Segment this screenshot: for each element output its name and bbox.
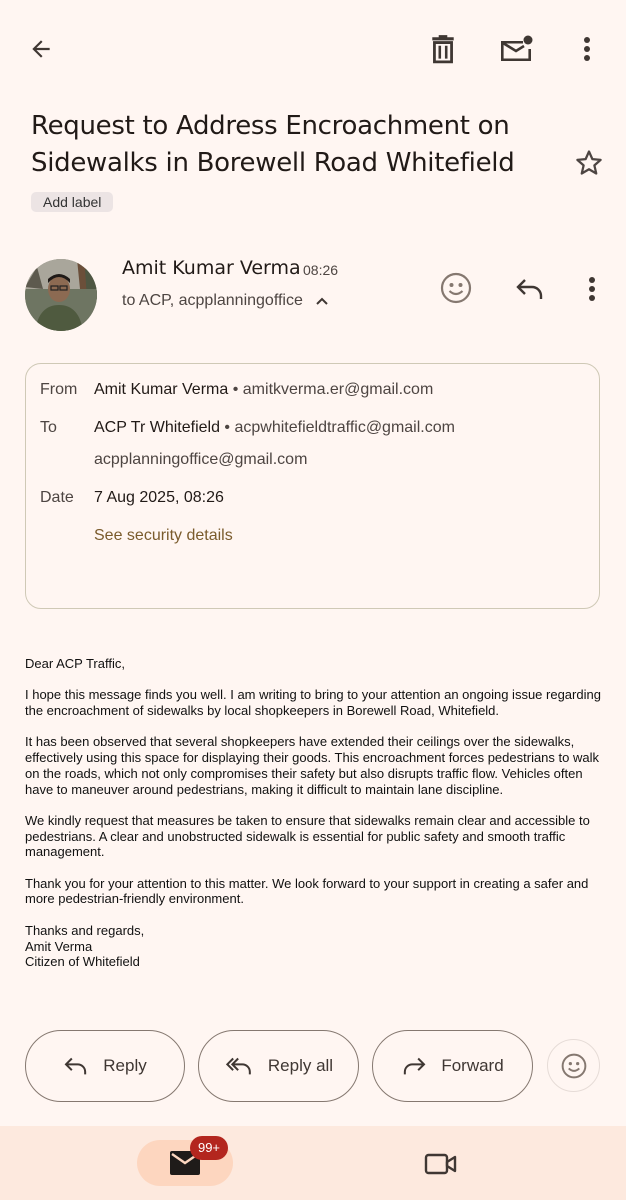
body-paragraph-4: Thank you for your attention to this matter. We look forward to your support in creating a safer and more pedestrian-friendly environment. [25,875,589,907]
body-closing: Thanks and regards, [25,922,145,938]
sender-name[interactable]: Amit Kumar Verma [122,257,301,279]
add-reaction-button[interactable] [436,268,476,308]
add-label-chip[interactable]: Add label [31,192,113,212]
from-name: Amit Kumar Verma [94,381,229,398]
from-label: From [40,381,78,398]
message-details-card [25,363,600,609]
chevron-up-icon [315,296,329,306]
message-more-button[interactable] [576,270,608,308]
more-options-button[interactable] [570,30,604,68]
mark-unread-button[interactable] [496,30,536,68]
delete-button[interactable] [424,30,462,68]
emoji-icon [440,272,472,304]
body-paragraph-1: I hope this message finds you well. I am writing to bring to your attention an ongoing issue regarding the encroachment of sidewalks by local shopkeepers in Borewell Road, Whitefield. [25,687,601,719]
reply-all-button[interactable] [198,1030,359,1102]
bottom-navigation [0,1126,626,1200]
to-value[interactable] [94,419,455,437]
sent-time: 08:26 [303,262,339,278]
star-icon [574,148,604,178]
reply-all-icon [224,1056,254,1076]
email-body [25,656,610,970]
recipients-summary[interactable] [122,292,329,310]
reply-icon-button[interactable] [510,270,550,308]
reply-all-label: Reply all [267,1056,334,1075]
emoji-icon [561,1053,587,1079]
body-greeting: Dear ACP Traffic, [25,656,125,671]
mail-unread-icon [499,35,533,63]
trash-icon [430,34,456,64]
forward-label: Forward [441,1056,504,1075]
signature-title: Citizen of Whitefield [25,954,140,970]
reply-button[interactable] [25,1030,185,1102]
sender-photo [25,259,97,331]
to-email: acpwhitefieldtraffic@gmail.com [234,419,455,436]
forward-icon [401,1056,427,1076]
security-details-link[interactable]: See security details [94,527,233,544]
add-emoji-reaction-button[interactable] [547,1039,600,1092]
body-paragraph-2: It has been observed that several shopkeepers have extended their ceilings over the sidewalks, effectively using this space for displaying their goods. This encroachment forces pedestrians to walk on the roads, which not only compromises their safety but also disrupts traffic flow. Vehicles often have to maneuver around pedestrians, making it difficult to maintain lane discipline. [25,734,599,797]
unread-count-badge: 99+ [190,1136,228,1160]
from-value[interactable] [94,381,433,399]
video-camera-icon [424,1152,458,1176]
star-button[interactable] [570,144,608,182]
forward-button[interactable] [372,1030,533,1102]
more-vert-icon [588,276,596,302]
to-label: To [40,419,57,436]
body-paragraph-3: We kindly request that measures be taken to ensure that sidewalks remain clear and accessible to pedestrians. A clear and unobstructed sidewalk is essential for public safety and smooth traffic management. [25,812,590,860]
reply-icon [63,1056,89,1076]
date-value: 7 Aug 2025, 08:26 [94,489,224,506]
to-name: ACP Tr Whitefield [94,419,220,436]
to-email-2[interactable]: acpplanningoffice@gmail.com [94,451,308,468]
signature-name: Amit Verma [25,938,93,954]
separator: • [232,381,239,398]
avatar[interactable] [25,259,97,331]
from-email: amitkverma.er@gmail.com [242,381,434,398]
reply-label: Reply [103,1056,147,1075]
separator: • [224,419,231,436]
nav-meet-tab[interactable] [418,1144,464,1184]
reply-icon [515,277,545,301]
back-button[interactable] [22,30,60,68]
email-subject: Request to Address Encroachment on Sidewalks in Borewell Road Whitefield [31,111,515,178]
arrow-left-icon [28,36,54,62]
date-label: Date [40,489,74,506]
recipients-text: to ACP, acpplanningoffice [122,292,303,309]
more-vert-icon [583,36,591,62]
